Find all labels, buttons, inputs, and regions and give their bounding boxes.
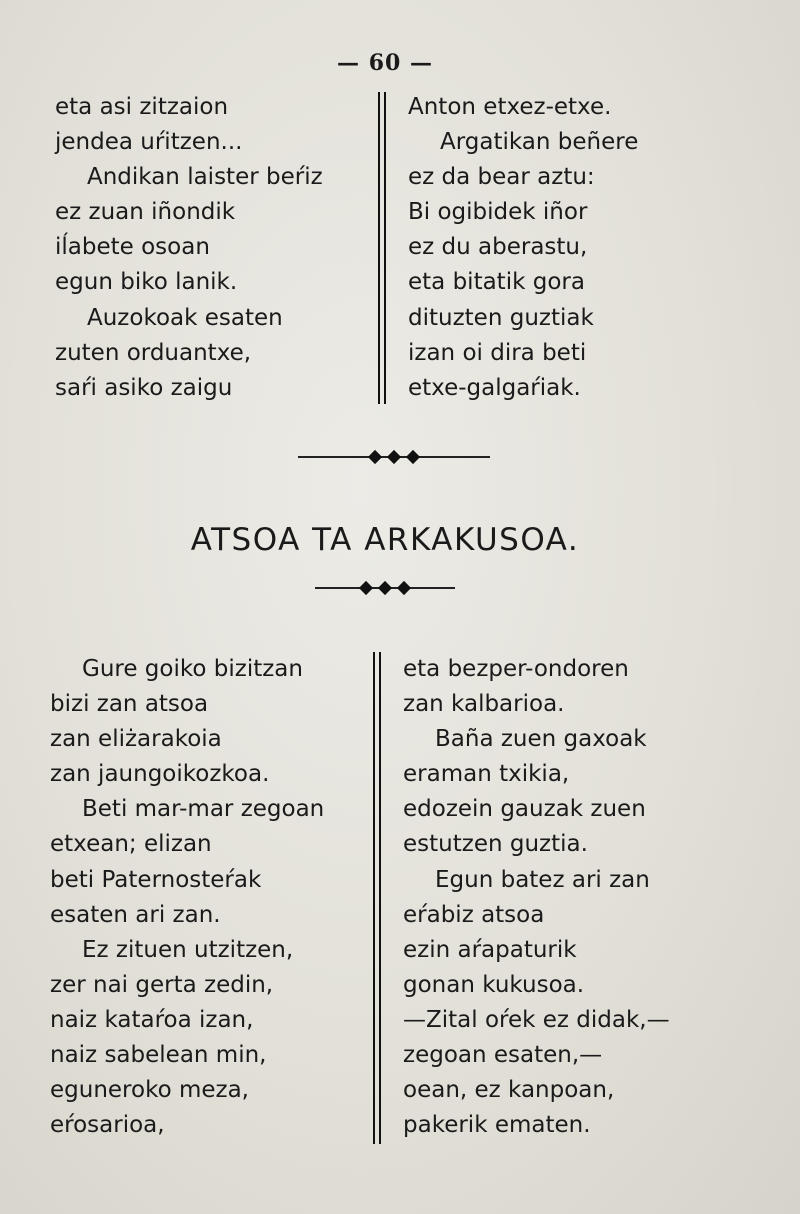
verse-line: pakerik ematen. xyxy=(403,1112,591,1139)
verse-line: eraman txikia, xyxy=(403,761,570,788)
verse-line: Auzokoak esaten xyxy=(87,304,283,331)
verse-line: ez da bear aztu: xyxy=(408,164,595,191)
verse-line: eta asi zitzaion xyxy=(55,94,229,120)
verse-line: egun biko lanik. xyxy=(55,269,238,296)
verse-line: zan eliżarakoia xyxy=(50,726,222,753)
verse-line: Beti mar-mar zegoan xyxy=(82,796,325,823)
verse-line: Bi ogibidek iñor xyxy=(408,199,588,226)
verse-line: oean, ez kanpoan, xyxy=(403,1077,615,1104)
verse-line: naiz kataŕoa izan, xyxy=(50,1006,254,1033)
bottom-left-column xyxy=(50,652,324,1143)
verse-line: Egun batez ari zan xyxy=(435,866,650,893)
verse-line: esaten ari zan. xyxy=(50,901,221,928)
verse-line: Anton etxez-etxe. xyxy=(408,94,612,120)
verse-line: Argatikan beñere xyxy=(440,129,639,156)
bottom-column-divider xyxy=(373,652,381,1144)
verse-line: Andikan laister beŕiz xyxy=(87,164,323,191)
verse-line: eta bitatik gora xyxy=(408,269,585,296)
verse-line: Baña zuen gaxoak xyxy=(435,726,647,753)
verse-line: ez du aberastu, xyxy=(408,234,588,261)
verse-line: ez zuan iñondik xyxy=(55,199,236,226)
verse-line: —Zital oŕek ez didak,— xyxy=(403,1006,670,1033)
top-right-column xyxy=(408,90,638,406)
ornament-divider-top xyxy=(298,452,490,462)
verse-line: Ez zituen utzitzen, xyxy=(82,936,294,963)
ornament-divider-bottom xyxy=(315,583,455,593)
verse-line: etxean; elizan xyxy=(50,831,212,858)
verse-line: dituzten guztiak xyxy=(408,304,594,331)
verse-line: Gure goiko bizitzan xyxy=(82,656,303,682)
verse-line: zan kalbarioa. xyxy=(403,691,565,718)
verse-line: eŕabiz atsoa xyxy=(403,901,545,928)
section-title: ATSOA TA ARKAKUSOA. xyxy=(190,522,580,558)
verse-line: zegoan esaten,— xyxy=(403,1042,603,1069)
page-number: — 60 — xyxy=(337,50,433,76)
verse-line: estutzen guztia. xyxy=(403,831,588,858)
verse-line: naiz sabelean min, xyxy=(50,1042,267,1069)
top-left-column xyxy=(55,90,323,406)
verse-line: eta bezper-ondoren xyxy=(403,656,629,682)
verse-line: zer nai gerta zedin, xyxy=(50,971,274,998)
verse-line: bizi zan atsoa xyxy=(50,691,209,718)
verse-line: iĺabete osoan xyxy=(55,234,210,261)
verse-line: zuten orduantxe, xyxy=(55,339,252,366)
verse-line: zan jaungoikozkoa. xyxy=(50,761,270,788)
verse-line: eŕosarioa, xyxy=(50,1112,165,1139)
verse-line: etxe-galgaŕiak. xyxy=(408,374,581,401)
verse-line: edozein gauzak zuen xyxy=(403,796,646,823)
top-column-divider xyxy=(378,92,386,404)
bottom-right-column xyxy=(403,652,670,1143)
verse-line: eguneroko meza, xyxy=(50,1077,249,1104)
verse-line: izan oi dira beti xyxy=(408,339,587,366)
verse-line: beti Paternosteŕak xyxy=(50,866,262,893)
verse-line: saŕi asiko zaigu xyxy=(55,374,233,401)
verse-line: ezin aŕapaturik xyxy=(403,936,577,963)
verse-line: jendea uŕitzen... xyxy=(55,129,243,156)
verse-line: gonan kukusoa. xyxy=(403,971,585,998)
